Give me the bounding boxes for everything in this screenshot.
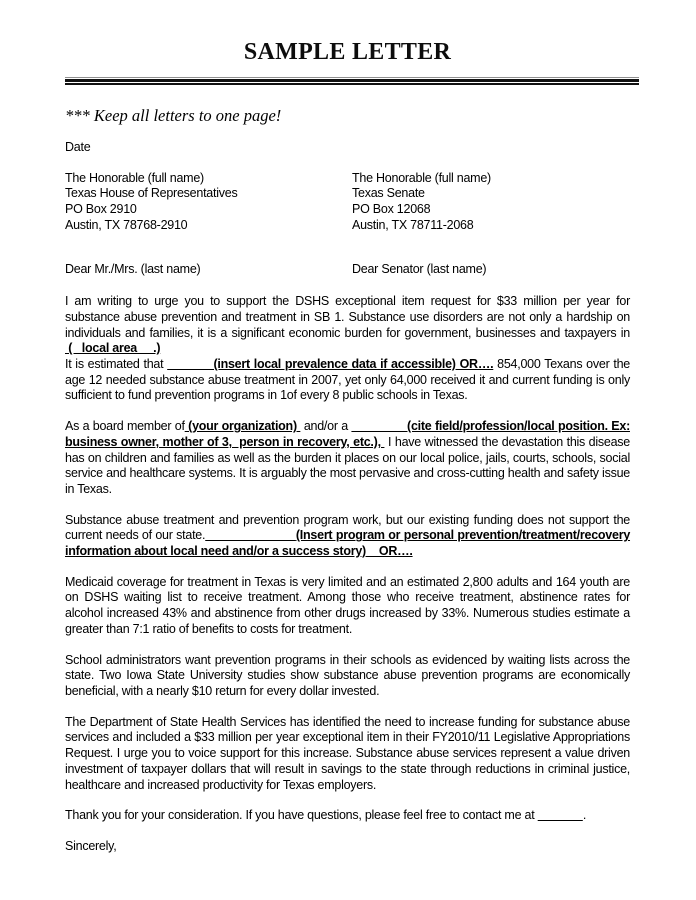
paragraph-text: I am writing to urge you to support the DSHS exceptional item request for $33 million per year for substance abuse prevention and treatment in SB 1. Substance use disorders are not only a hardship on individuals and families, it is a significant economic burden for government, businesses and taxpayers in: [65, 294, 630, 340]
address-line: Austin, TX 78768-2910: [65, 217, 188, 232]
paragraph-text: .: [582, 808, 587, 823]
blank-underline: [205, 528, 296, 542]
keep-one-page-note: *** Keep all letters to one page!: [65, 106, 282, 125]
blank-contact-info: [538, 808, 583, 822]
paragraph-text: and/or a: [300, 419, 352, 434]
paragraph-funding-need: [65, 513, 630, 560]
paragraph-school-administrators: [65, 653, 630, 700]
address-line: Texas Senate: [352, 186, 425, 201]
paragraph-intro-request: [65, 294, 630, 404]
blank-your-organization: (your organization): [184, 419, 301, 434]
paragraph-text: Substance abuse treatment and prevention program work, but our existing funding does not support the current needs of our state.: [65, 512, 630, 543]
recipient-addresses: [65, 171, 630, 234]
paragraph-text: Thank you for your consideration. If you have questions, please feel free to contact me at: [65, 808, 538, 823]
blank-prevalence-data: (insert local prevalence data if accessible) OR….: [167, 357, 494, 372]
blank-insert-program: (Insert program or personal prevention/treatment/recovery information about local need and/or a success story) OR….: [65, 528, 631, 559]
paragraph-text: As a board member of: [65, 419, 185, 434]
address-line: PO Box 12068: [352, 202, 431, 217]
paragraph-text: I have witnessed the devastation this disease has on children and families as well as the burden it places on our local police, jails, courts, schools, social service and healthcare systems. It is arguably the most pervasive and cross-cutting health and safety issue in Texas.: [65, 434, 630, 496]
recipient-senate-address: [352, 171, 630, 234]
address-line: Austin, TX 78711-2068: [352, 217, 474, 232]
divider-rule: [65, 77, 639, 85]
paragraph-medicaid: [65, 575, 630, 638]
paragraph-text: 854,000 Texans over the age 12 needed substance abuse treatment in 2007, yet only 64,000 received it and current funding is only sufficient to fund prevention programs in 1of every 8 public schools in Texas.: [65, 357, 630, 403]
closing-sincerely: Sincerely,: [65, 838, 117, 853]
paragraph-board-member: [65, 419, 630, 498]
date-label: Date: [65, 140, 91, 154]
divider-line-thick: [65, 79, 639, 82]
divider-line-bottom: [65, 83, 639, 85]
address-line: PO Box 2910: [65, 202, 137, 217]
paragraph-text: The Department of State Health Services has identified the need to increase funding for substance abuse services and included a $33 million per year exceptional item in their FY2010/11 Legislative Appropriations Request. I urge you to voice support for this increase. Substance abuse services represent a value driven investment of taxpayer dollars that will result in savings to the state through reductions in criminal justice, healthcare and increased productivity for Texas employers.: [65, 714, 630, 792]
divider-line-thin: [65, 77, 639, 78]
salutation-house: Dear Mr./Mrs. (last name): [65, 261, 201, 276]
address-line: The Honorable (full name): [65, 170, 204, 185]
paragraph-text: It is estimated that: [65, 357, 168, 372]
paragraph-dshs-funding: [65, 715, 630, 794]
address-line: The Honorable (full name): [352, 170, 491, 185]
paragraph-thank-you: [65, 808, 630, 824]
paragraph-text: School administrators want prevention programs in their schools as evidenced by waiting lists across the state. Two Iowa State University studies show substance abuse prevention programs are economically beneficial, with a nearly $10 return for every dollar invested.: [65, 652, 630, 698]
blank-cite-field: (cite field/profession/local position. Ex: business owner, mother of 3, person in recovery, etc.),: [65, 419, 630, 449]
paragraph-text: Medicaid coverage for treatment in Texas is very limited and an estimated 2,800 adults and 164 youth are on DSHS waiting list to receive treatment. Among those who receive treatment, abstinence rates for alcohol increased 43% and abstinence from other drugs increased by 33%. Numerous studies estimate a greater than 7:1 ratio of benefits to costs for treatment.: [65, 574, 630, 636]
recipient-house-address: [65, 171, 352, 234]
salutations: [65, 262, 630, 278]
address-line: Texas House of Representatives: [65, 186, 238, 201]
blank-local-area: ( local area .): [65, 341, 161, 356]
salutation-senate: Dear Senator (last name): [352, 261, 487, 276]
page-title: SAMPLE LETTER: [243, 39, 452, 65]
